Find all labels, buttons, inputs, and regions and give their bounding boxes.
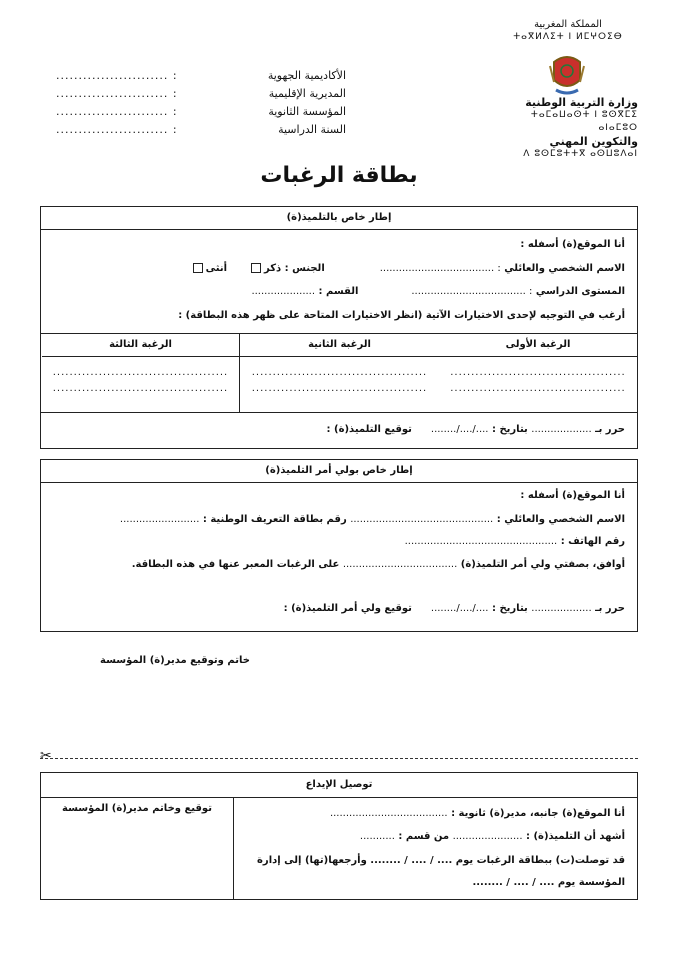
class-field[interactable]: ...........: [359, 831, 395, 842]
admin-field-school: [56, 102, 346, 120]
wish-column-2: [239, 334, 439, 412]
receipt-heading: توصيل الإيداع: [41, 773, 637, 798]
director-signature-label: توقيع وخاتم مدير(ة) المؤسسة: [62, 803, 212, 814]
receipt-line-1: [330, 808, 625, 819]
wish-header: الرغبة الثانية: [240, 334, 439, 357]
section-heading: إطار خاص بولي أمر التلميذ(ة): [41, 460, 637, 483]
wish-field[interactable]: ..........................................: [52, 367, 229, 378]
director-signature-column: [41, 797, 234, 899]
level-line: [251, 286, 625, 297]
id-label: رقم بطاقة التعريف الوطنية :: [202, 514, 347, 525]
signer-line: أنا الموقع(ة) أسفله :: [520, 239, 625, 250]
female-checkbox[interactable]: [193, 263, 203, 273]
wishes-table: [41, 333, 637, 413]
name-field[interactable]: : ....................................: [379, 263, 501, 274]
date-field[interactable]: ..../..../........: [430, 603, 489, 614]
made-in-label: حرر بـ: [595, 603, 625, 614]
field-label: السنة الدراسية: [278, 122, 346, 136]
wish-field[interactable]: ..........................................: [251, 383, 428, 394]
signer-line: أنا الموقع(ة) أسفله :: [520, 490, 625, 501]
field-label: المؤسسة الثانوية: [268, 104, 346, 118]
field-dots[interactable]: ......................... :: [56, 68, 178, 82]
male-checkbox[interactable]: [251, 263, 261, 273]
school-field[interactable]: .....................................: [329, 808, 448, 819]
phone-line: [405, 536, 625, 547]
id-field[interactable]: .........................: [119, 514, 200, 525]
student-name-line: [190, 263, 625, 274]
guardian-signature-label: توقيع ولي أمر التلميذ(ة) :: [283, 603, 412, 614]
ministry-name-2: والتكوين المهني: [549, 135, 638, 148]
wish-field[interactable]: ..........................................: [52, 383, 229, 394]
class-label: القسم :: [318, 286, 359, 297]
male-label: ذكر: [264, 263, 282, 274]
wish-header: الرغبة الثالثة: [42, 334, 239, 357]
receipt-text: أشهد أن التلميذ(ة) :: [526, 831, 625, 842]
section-heading: إطار خاص بالتلميذ(ة): [41, 207, 637, 230]
phone-field[interactable]: ................................................: [404, 536, 558, 547]
field-label: المديرية الإقليمية: [268, 86, 346, 100]
student-signature-line: [327, 424, 625, 435]
class-field[interactable]: ....................: [251, 286, 316, 297]
kingdom-header: [498, 18, 638, 44]
scissors-icon: ✂: [40, 748, 52, 764]
guardian-name-line: [120, 514, 625, 525]
agree-text: أوافق، بصفتي ولي أمر التلميذ(ة): [460, 559, 625, 570]
wish-field[interactable]: ..........................................: [251, 367, 428, 378]
admin-field-year: [56, 120, 346, 138]
made-in-label: حرر بـ: [595, 424, 625, 435]
receipt-text: من قسم :: [398, 831, 450, 842]
date-label: بتاريخ :: [491, 603, 528, 614]
name-label: الاسم الشخصي والعائلي: [504, 263, 625, 274]
student-signature-label: توقيع التلميذ(ة) :: [326, 424, 412, 435]
deposit-receipt: [40, 772, 638, 900]
kingdom-name: المملكة المغربية: [534, 19, 602, 30]
level-label: المستوى الدراسي: [535, 286, 625, 297]
female-label: أنثى: [205, 263, 228, 274]
receipt-line-2: [360, 831, 625, 842]
kingdom-name-tifinagh: ⵜⴰⴳⵍⴷⵉⵜ ⵏ ⵍⵎⵖⵔⵉⴱ: [513, 32, 623, 42]
name-field[interactable]: .............................................: [350, 514, 494, 525]
admin-field-directorate: [56, 84, 346, 102]
wish-column-1: [439, 334, 637, 412]
admin-field-academy: [56, 66, 346, 84]
coat-of-arms-icon: [548, 52, 586, 96]
date-label: بتاريخ :: [491, 424, 528, 435]
receipt-line-3: قد توصلت(ت) ببطاقة الرغبات يوم .... / .... / ........ وأرجعها(تها) إلى إدارة: [257, 855, 625, 866]
wish-column-3: [42, 334, 239, 412]
made-in-field[interactable]: ...................: [531, 424, 592, 435]
receipt-text: أنا الموقع(ة) جانبه، مدير(ة) ثانوية :: [451, 808, 625, 819]
gender-label: الجنس :: [284, 263, 325, 274]
field-label: الأكاديمية الجهوية: [267, 68, 346, 82]
agree-text-2: على الرغبات المعبر عنها في هذه البطاقة.: [131, 559, 340, 570]
director-stamp-label: خاتم وتوقيع مدير(ة) المؤسسة: [100, 655, 250, 666]
level-field[interactable]: : ....................................: [411, 286, 533, 297]
ministry-header: [488, 96, 638, 161]
wish-instruction: أرغب في التوجيه لإحدى الاختيارات الآتية (انظر الاختيارات المتاحة على ظهر هذه البطاقة) :: [178, 310, 625, 321]
agreement-line: [132, 559, 625, 570]
date-field[interactable]: ..../..../........: [430, 424, 489, 435]
admin-fields: [56, 66, 346, 138]
agree-field[interactable]: ....................................: [342, 559, 458, 570]
ministry-name-tifinagh-2: ⴷ ⵓⵙⵎⵓⵜⵜⴳ ⴰⵙⵡⵓⴷⴰⵏ: [523, 149, 638, 159]
student-section: [40, 206, 638, 449]
guardian-section: [40, 459, 638, 632]
wish-header: الرغبة الأولى: [439, 334, 637, 357]
field-dots[interactable]: ......................... :: [56, 86, 178, 100]
page-title: بطاقة الرغبات: [260, 163, 418, 188]
field-dots[interactable]: ......................... :: [56, 104, 178, 118]
cut-line: [40, 758, 638, 759]
field-dots[interactable]: ......................... :: [56, 122, 178, 136]
made-in-field[interactable]: ...................: [531, 603, 592, 614]
name-label: الاسم الشخصي والعائلي :: [496, 514, 625, 525]
ministry-name-tifinagh: ⵜⴰⵎⴰⵡⴰⵙⵜ ⵏ ⵓⵙⴳⵎⵉ ⴰⵏⴰⵎⵓⵔ: [530, 110, 638, 133]
receipt-line-4: المؤسسة يوم .... / .... / ........: [472, 877, 625, 888]
wish-field[interactable]: ..........................................: [450, 367, 626, 378]
phone-label: رقم الهاتف :: [560, 536, 625, 547]
ministry-name: وزارة التربية الوطنية: [525, 96, 638, 109]
student-field[interactable]: ......................: [452, 831, 523, 842]
wish-field[interactable]: ..........................................: [450, 383, 626, 394]
guardian-signature-line: [284, 603, 625, 614]
